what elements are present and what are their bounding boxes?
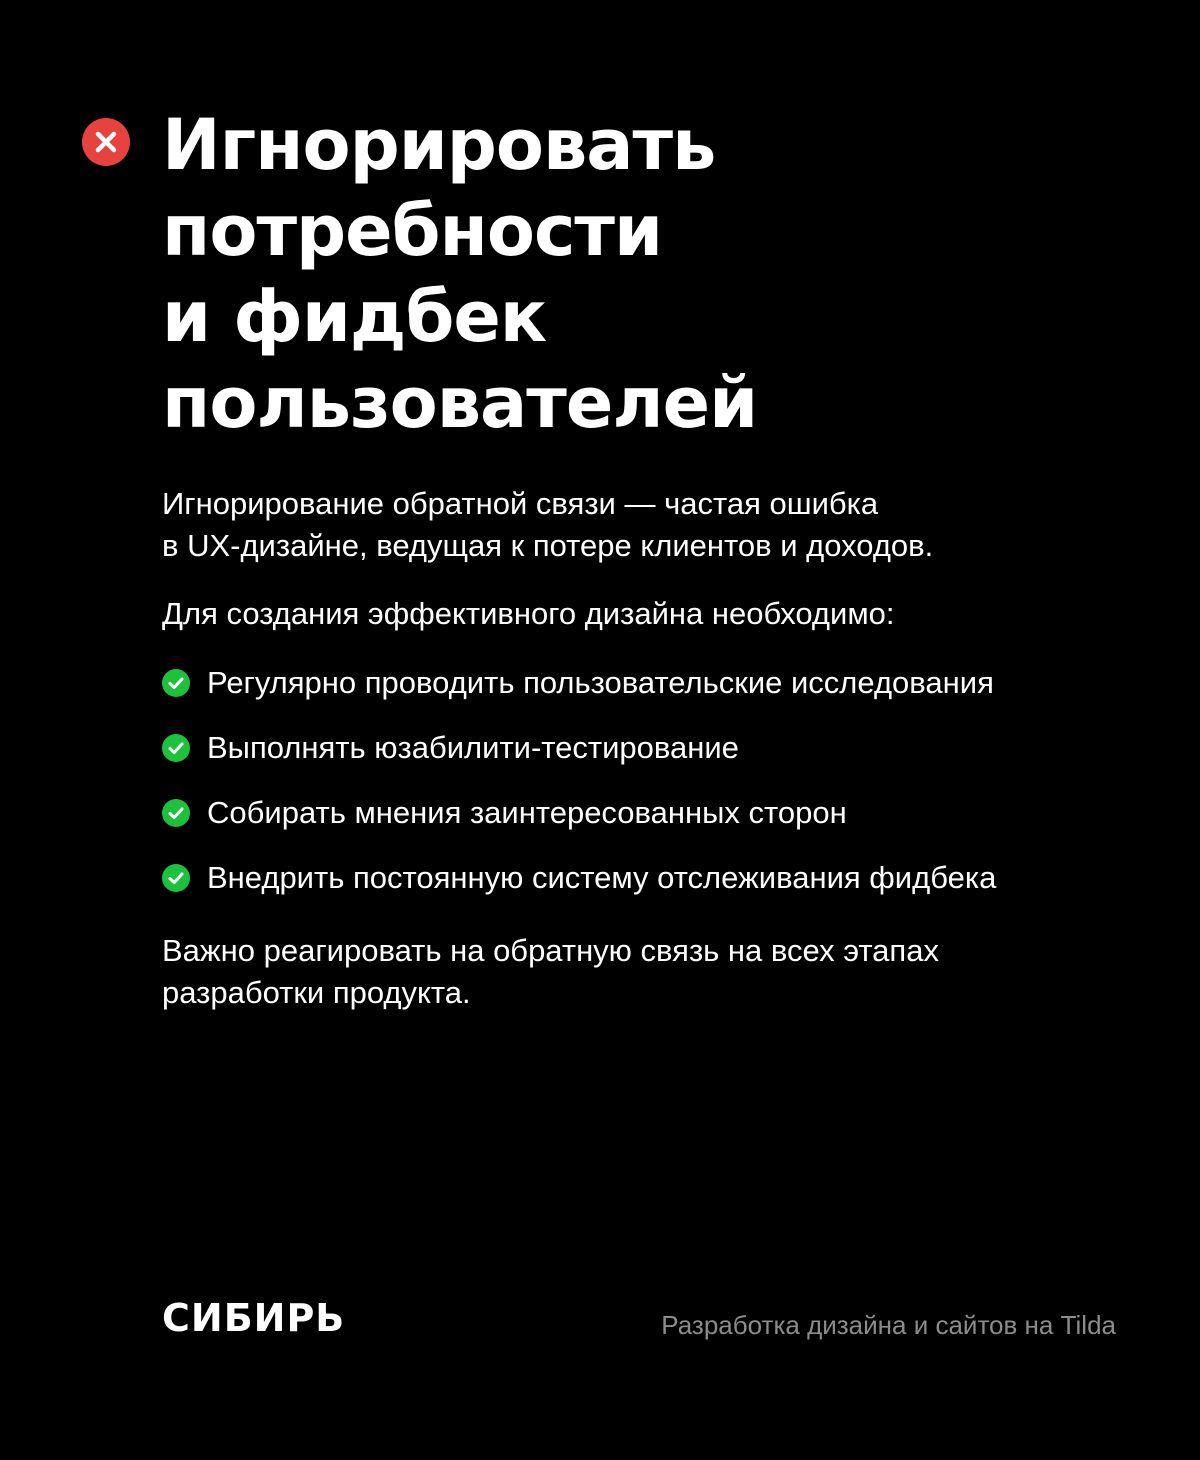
lead-text: Для создания эффективного дизайна необходимо:	[162, 596, 895, 631]
list-item-label: Регулярно проводить пользовательские исследования	[207, 665, 994, 700]
checklist	[162, 661, 996, 921]
title-line: пользователей	[162, 362, 758, 444]
title-line: Игнорировать	[162, 104, 716, 186]
check-circle-icon	[162, 864, 190, 892]
list-item	[162, 856, 996, 921]
intro-line: в UX-дизайне, ведущая к потере клиентов и доходов.	[162, 528, 934, 563]
footer-tagline: Разработка дизайна и сайтов на Tilda	[661, 1310, 1116, 1340]
list-item	[162, 791, 996, 856]
check-circle-icon	[162, 799, 190, 827]
close-circle-icon	[82, 118, 130, 166]
note-line: разработки продукта.	[162, 975, 471, 1010]
list-item	[162, 661, 996, 726]
list-item-label: Собирать мнения заинтересованных сторон	[207, 795, 847, 830]
intro-line: Игнорирование обратной связи — частая ошибка	[162, 486, 879, 521]
list-item-label: Выполнять юзабилити-тестирование	[207, 730, 739, 765]
note-paragraph	[162, 930, 939, 1014]
check-circle-icon	[162, 669, 190, 697]
check-circle-icon	[162, 734, 190, 762]
list-item-label: Внедрить постоянную систему отслеживания фидбека	[207, 860, 997, 895]
title-line: и фидбек	[162, 276, 547, 358]
brand-logo: СИБИРЬ	[162, 1296, 346, 1340]
intro-paragraph	[162, 483, 933, 567]
title-line: потребности	[162, 190, 663, 272]
list-item	[162, 726, 996, 791]
page-title	[162, 102, 757, 446]
note-line: Важно реагировать на обратную связь на всех этапах	[162, 933, 939, 968]
